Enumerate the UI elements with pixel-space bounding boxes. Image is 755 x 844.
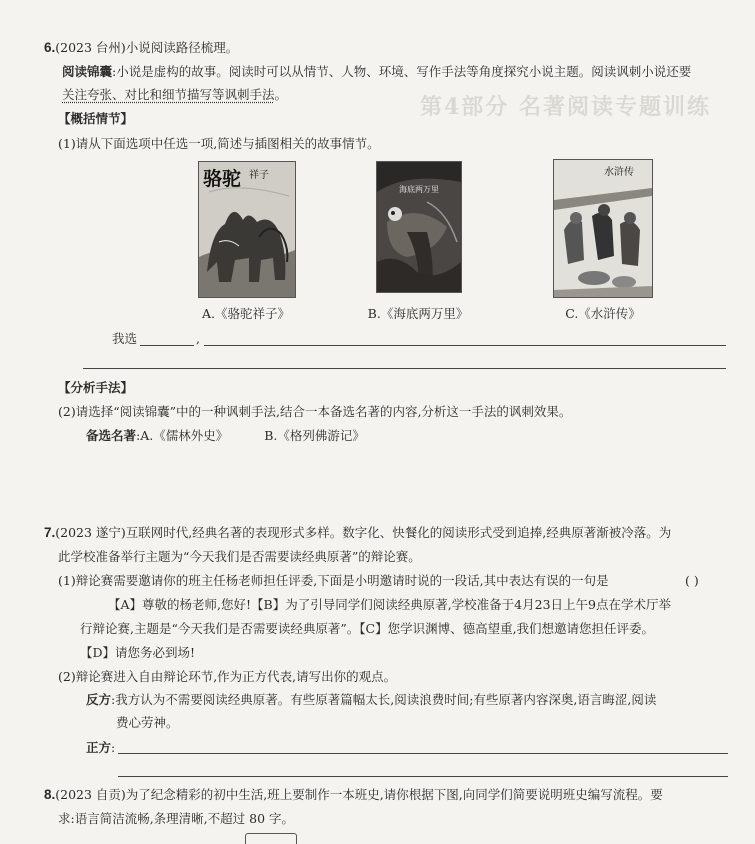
q6-tip-text2b: 。 [274,87,288,102]
alt-b: B.《格列佛游记》 [264,428,365,443]
bleed-through-text: 第4部分 名著阅读专题训练 [420,94,711,120]
q7-pro-line [86,740,115,756]
q6-section-summary: 【概括情节】 [58,111,134,126]
q7-number: 7. [44,525,56,540]
q6-number: 6. [44,40,56,55]
q8-line1 [44,787,663,803]
q7-quote2: 行辩论赛,主题是“今天我们是否需要读经典原著”。【C】您学识渊博、德高望重,我们想邀请您担任评委。 [80,621,655,636]
choose-label: 我选 [112,331,138,346]
undersea-drawing [377,162,461,292]
q7-line1 [44,525,671,541]
q7-sub2: (2)辩论赛进入自由辩论环节,作为正方代表,请写出你的观点。 [58,669,397,684]
choose-comma: , [196,331,200,346]
q7-quote1: 【A】尊敬的杨老师,您好!【B】为了引导同学们阅读经典原著,学校准备于4月23日上午9点在学术厅举 [108,597,671,612]
q6-sub2: (2)请选择“阅读锦囊”中的一种讽刺手法,结合一本备选名著的内容,分析这一手法的讽刺效果。 [58,404,572,419]
q6-title: (2023 台州)小说阅读路径梳理。 [55,40,239,55]
q7-answer-line-2[interactable] [118,776,728,777]
pro-colon: : [111,740,116,755]
outlaws-title: 水浒传 [604,167,634,178]
pro-label: 正方 [86,740,112,755]
q6-tip-line1 [62,64,691,80]
undersea-illustration [376,161,462,293]
q6-tip-line2 [62,87,287,103]
q7-con-line1 [86,692,656,708]
q6-answer-line-1[interactable] [204,345,726,346]
caption-b: B.《海底两万里》 [367,306,469,321]
con-text1: :我方认为不需要阅读经典原著。有些原著篇幅太长,阅读浪费时间;有些原著内容深奥,语言晦涩,阅读 [111,692,657,707]
q7-intro1: (2023 遂宁)互联网时代,经典名著的表现形式多样。数字化、快餐化的阅读形式受到追捧,经典原著渐被冷落。为 [55,525,672,540]
caption-c: C.《水浒传》 [565,306,641,321]
q8-number: 8. [44,787,56,802]
con-label: 反方 [86,692,112,707]
q6-alternatives [86,428,365,444]
q6-tip-label: 阅读锦囊 [62,64,113,79]
q7-quote3: 【D】请您务必到场! [80,645,196,660]
q7-sub1: (1)辩论赛需要邀请你的班主任杨老师担任评委,下面是小明邀请时说的一段话,其中表达有误的一句是 [58,573,609,588]
q6-sub1: (1)请从下面选项中任选一项,简述与插图相关的故事情节。 [58,136,380,151]
q8-text1: (2023 自贡)为了纪念精彩的初中生活,班上要制作一本班史,请你根据下图,向同学们简要说明班史编写流程。要 [55,787,663,802]
undersea-title: 海底两万里 [399,185,439,194]
alt-label: 备选名著 [86,428,137,443]
q6-tip-text2a: 关注夸张、对比和细节描写等讽刺手法 [62,87,275,102]
q8-line2: 求:语言简洁流畅,条理清晰,不超过 80 字。 [58,811,295,826]
outlaws-illustration [553,159,653,298]
alt-a: :A.《儒林外史》 [136,428,229,443]
camel-illustration [198,161,296,298]
q7-answer-paren[interactable]: ( ) [685,573,699,588]
q6-header [44,40,238,56]
q7-answer-line-1[interactable] [118,753,728,754]
q7-line2: 此学校准备举行主题为“今天我们是否需要读经典原著”的辩论赛。 [58,549,421,564]
caption-a: A.《骆驼祥子》 [201,306,290,321]
q6-section-analysis: 【分析手法】 [58,380,134,395]
choose-blank[interactable] [140,345,194,346]
q6-tip-text1: :小说是虚构的故事。阅读时可以从情节、人物、环境、写作手法等角度探究小说主题。阅读讽刺小说还要 [112,64,692,79]
q6-answer-line-2[interactable] [83,368,726,369]
camel-title: 骆驼 [203,168,242,190]
q7-con-line2: 费心劳神。 [116,715,179,730]
outlaws-drawing [554,160,652,297]
camel-title-small: 祥子 [249,170,269,181]
